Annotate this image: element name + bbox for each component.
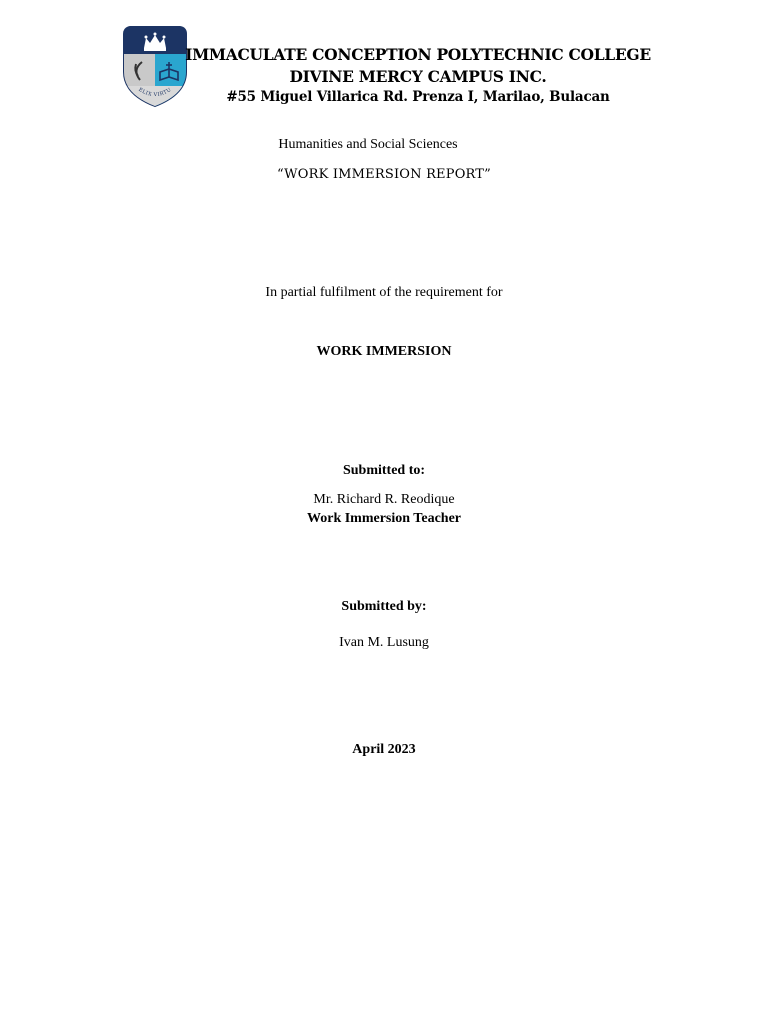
logo-motto: ELIX VIRTU [137,86,173,99]
partial-fulfilment-text: In partial fulfilment of the requirement for [265,285,503,300]
strand-label: Humanities and Social Sciences [278,137,458,152]
submitted-by-label: Submitted by: [341,599,427,614]
submitted-to-label: Submitted to: [342,463,426,478]
institution-name: IMMACULATE CONCEPTION POLYTECHNIC COLLEGE [185,45,651,64]
institution-address: #55 Miguel Villarica Rd. Prenza I, Marilao, Bulacan [226,89,610,105]
teacher-role: Work Immersion Teacher [307,511,461,526]
teacher-name: Mr. Richard R. Reodique [313,492,455,507]
subject-title: WORK IMMERSION [316,344,452,359]
student-name: Ivan M. Lusung [339,635,429,650]
report-title: “WORK IMMERSION REPORT” [276,167,492,182]
campus-name: DIVINE MERCY CAMPUS INC. [289,67,547,86]
submission-date: April 2023 [352,742,416,757]
